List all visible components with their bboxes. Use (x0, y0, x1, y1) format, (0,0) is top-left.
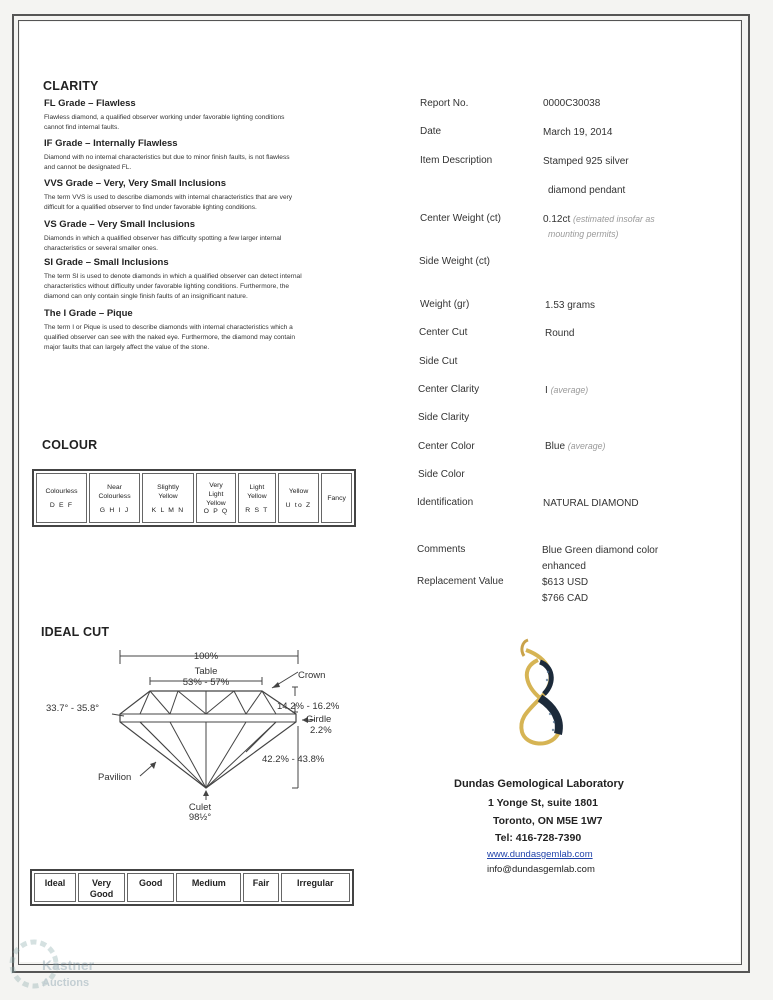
label-side-cut: Side Cut (419, 356, 458, 367)
cut-grade-ideal: Ideal (34, 873, 76, 902)
label-pavilion: Pavilion (98, 772, 132, 783)
ideal-cut-diagram (40, 640, 360, 825)
label-weight: Weight (gr) (420, 299, 470, 310)
value-center-clarity: I (average) (545, 385, 589, 396)
label-crown-height: 14.2% - 16.2% (277, 701, 340, 712)
label-culet: Culet (188, 802, 212, 813)
lab-name: Dundas Gemological Laboratory (454, 778, 624, 790)
colour-cell-near-colourless: Near Colourless G H I J (89, 473, 140, 523)
label-girdle: Girdle (306, 714, 332, 725)
grade-fl: FL Grade – Flawless (44, 98, 136, 109)
cut-grade-medium: Medium (176, 873, 241, 902)
value-center-cut: Round (545, 328, 575, 339)
label-crown-angle: 33.7° - 35.8° (46, 703, 100, 714)
value-replacement-usd: $613 USD (542, 577, 589, 588)
pendant-photo (500, 636, 580, 756)
colour-cell-slightly-yellow: Slightly Yellow K L M N (142, 473, 194, 523)
cut-grade-good: Good (127, 873, 174, 902)
label-center-clarity: Center Clarity (418, 384, 480, 395)
value-center-color: Blue (average) (545, 441, 606, 452)
label-date: Date (420, 126, 442, 137)
label-center-cut: Center Cut (419, 327, 468, 338)
colour-title: COLOUR (42, 438, 98, 452)
colour-scale-table (32, 469, 356, 527)
colour-cell-yellow: Yellow U to Z (278, 473, 319, 523)
label-crown: Crown (298, 670, 326, 681)
grade-if: IF Grade – Internally Flawless (44, 138, 178, 149)
label-100pct: 100% (193, 651, 219, 662)
grade-fl-desc: Flawless diamond, a qualified observer working under favorable lighting conditions cannot find internal faults. (44, 114, 285, 131)
svg-text:Auctions: Auctions (42, 977, 90, 989)
ideal-cut-title: IDEAL CUT (41, 625, 110, 639)
label-identification: Identification (417, 497, 474, 508)
value-comments-2: enhanced (542, 561, 586, 572)
grade-vs: VS Grade – Very Small Inclusions (44, 219, 196, 230)
cut-grade-fair: Fair (243, 873, 278, 902)
auction-watermark-logo (8, 930, 108, 996)
value-identification: NATURAL DIAMOND (543, 498, 639, 509)
label-pavilion-depth: 42.2% - 43.8% (262, 754, 325, 765)
value-center-weight: 0.12ct (estimated insofar as (543, 214, 655, 225)
label-center-color: Center Color (418, 441, 475, 452)
colour-cell-very-light-yellow: Very Light Yellow O P Q (196, 473, 236, 523)
label-side-color: Side Color (418, 469, 465, 480)
value-replacement-cad: $766 CAD (542, 593, 589, 604)
label-table-range: 53% - 57% (182, 677, 230, 688)
value-comments-1: Blue Green diamond color (542, 545, 659, 556)
colour-cell-light-yellow: Light Yellow R S T (238, 473, 276, 523)
lab-email: info@dundasgemlab.com (487, 864, 595, 875)
label-report-no: Report No. (420, 98, 469, 109)
value-weight: 1.53 grams (545, 300, 596, 311)
grade-i-desc: The term I or Pique is used to describe diamonds with internal characteristics which a qualified observer can see with the naked eye. Furthermore, the diamond may contain major faults that can largely affect the value of the stone. (44, 324, 296, 351)
grade-vs-desc: Diamonds in which a qualified observer has difficulty spotting a few larger internal characteristics or several smaller ones. (44, 235, 282, 252)
label-replacement-value: Replacement Value (417, 576, 504, 587)
svg-text:Kastner: Kastner (42, 957, 95, 973)
label-comments: Comments (417, 544, 466, 555)
label-girdle-pct: 2.2% (310, 725, 332, 736)
grade-si-desc: The term SI is used to denote diamonds in which a qualified observer can detect internal characteristics without difficulty under favorable lighting conditions. Furthermore, the diamond can only contain single finish faults of an insignificant nature. (44, 273, 302, 300)
value-date: March 19, 2014 (543, 127, 613, 138)
label-side-weight: Side Weight (ct) (419, 256, 490, 267)
colour-cell-fancy: Fancy (321, 473, 352, 523)
colour-cell-colourless: Colourless D E F (36, 473, 87, 523)
grade-vvs: VVS Grade – Very, Very Small Inclusions (44, 178, 226, 189)
value-report-no: 0000C30038 (543, 98, 601, 109)
label-item-description: Item Description (420, 155, 493, 166)
value-center-weight-note: mounting permits) (548, 229, 619, 239)
grade-vvs-desc: The term VVS is used to describe diamonds with internal characteristics that are very difficult for a qualified observer to find under favorable lighting conditions. (44, 194, 293, 211)
lab-website-link[interactable]: www.dundasgemlab.com (487, 849, 593, 860)
lab-phone: Tel: 416-728-7390 (495, 832, 582, 844)
cut-grade-table (30, 869, 354, 906)
lab-address-1: 1 Yonge St, suite 1801 (488, 797, 598, 809)
value-item-line2: diamond pendant (548, 185, 626, 196)
label-culet-pct: 98½° (188, 812, 212, 823)
grade-si: SI Grade – Small Inclusions (44, 257, 169, 268)
label-side-clarity: Side Clarity (418, 412, 470, 423)
lab-address-2: Toronto, ON M5E 1W7 (493, 815, 603, 827)
cut-grade-irregular: Irregular (281, 873, 350, 902)
grade-i: The I Grade – Pique (44, 308, 133, 319)
value-item-line1: Stamped 925 silver (543, 156, 629, 167)
label-table: Table (194, 666, 218, 677)
cut-grade-very-good: Very Good (78, 873, 125, 902)
clarity-title: CLARITY (43, 79, 99, 93)
grade-if-desc: Diamond with no internal characteristics but due to minor finish faults, is not flawless and cannot be designated FL. (44, 154, 290, 171)
label-center-weight: Center Weight (ct) (420, 213, 501, 224)
